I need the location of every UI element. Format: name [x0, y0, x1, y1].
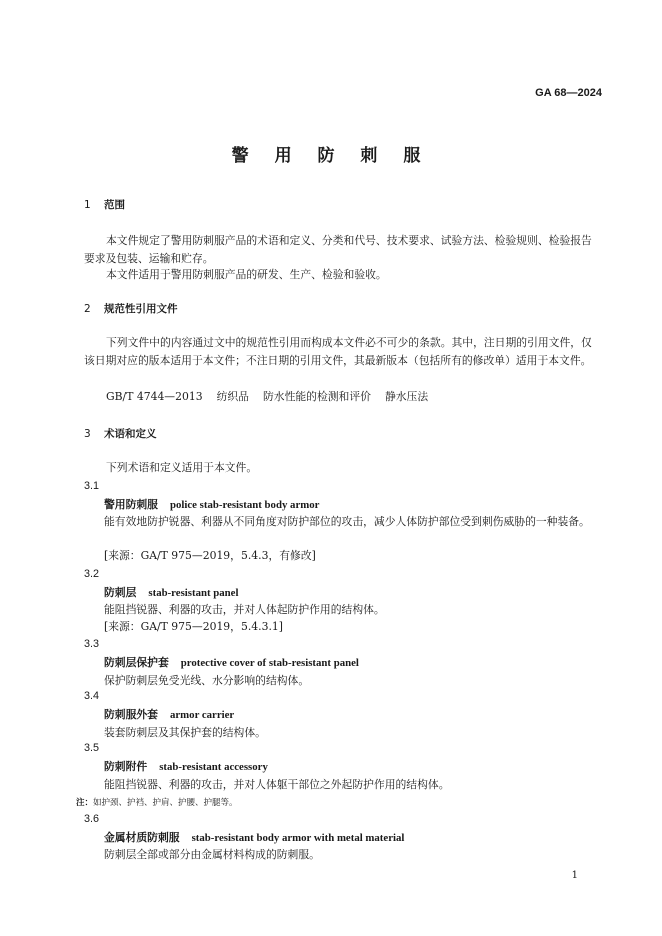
term-number: 3.6 [84, 813, 100, 825]
term-note [76, 796, 238, 808]
terms-intro: 下列术语和定义适用于本文件。 [106, 461, 258, 474]
term-source: [来源：GA/T 975—2019，5.4.3，有修改] [104, 549, 316, 562]
term-definition: 能有效地防护锐器、利器从不同角度对防护部位的攻击，减少人体防护部位受到刺伤威胁的一种装备。 [104, 515, 590, 528]
section-heading-terms [84, 426, 157, 441]
term-name-en: stab-resistant accessory [159, 761, 268, 773]
term-heading [104, 585, 238, 600]
term-heading [104, 497, 319, 512]
normative-paragraph: 下列文件中的内容通过文中的规范性引用而构成本文件必不可少的条款。其中，注日期的引用文件，仅该日期对应的版本适用于本文件；不注日期的引用文件，其最新版本（包括所有的修改单）适用于本文件。 [84, 336, 592, 367]
term-heading [104, 655, 359, 670]
section-heading-scope [84, 197, 125, 212]
term-heading [104, 830, 404, 845]
term-heading [104, 707, 234, 722]
note-label: 注： [76, 798, 94, 808]
note-text: 如护颈、护裆、护肩、护腰、护腿等。 [93, 798, 238, 808]
reference-code: GB/T 4744—2013 [106, 390, 203, 403]
reference-name-part: 防水性能的检测和评价 [262, 390, 371, 403]
section-number: 2 [84, 303, 91, 315]
document-title: 警 用 防 刺 服 [231, 146, 431, 166]
term-name-en: protective cover of stab-resistant panel [180, 657, 359, 669]
document-code: GA 68—2024 [535, 87, 602, 99]
term-name-en: stab-resistant panel [148, 587, 239, 599]
scope-paragraph-1: 本文件规定了警用防刺服产品的术语和定义、分类和代号、技术要求、试验方法、检验规则、检验报告要求及包装、运输和贮存。 [84, 234, 592, 265]
term-name-en: stab-resistant body armor with metal material [191, 832, 405, 844]
section-title: 术语和定义 [104, 428, 157, 440]
term-number: 3.1 [84, 480, 100, 492]
term-definition: 能阻挡锐器、利器的攻击，并对人体起防护作用的结构体。 [104, 603, 385, 616]
term-name-zh: 防刺层保护套 [104, 656, 169, 669]
reference-name-part: 纺织品 [216, 390, 249, 403]
section-heading-normative [84, 301, 178, 316]
section-number: 1 [84, 199, 91, 211]
normative-reference [106, 389, 442, 404]
term-definition: 能阻挡锐器、利器的攻击，并对人体躯干部位之外起防护作用的结构体。 [104, 778, 450, 791]
scope-paragraph-2: 本文件适用于警用防刺服产品的研发、生产、检验和验收。 [106, 268, 387, 281]
term-definition: 保护防刺层免受光线、水分影响的结构体。 [104, 674, 310, 687]
term-name-en: police stab-resistant body armor [169, 499, 320, 511]
term-number: 3.4 [84, 690, 100, 702]
term-definition: 防刺层全部或部分由金属材料构成的防刺服。 [104, 848, 320, 861]
term-heading [104, 759, 268, 774]
reference-name-part: 静水压法 [384, 390, 429, 403]
term-source: [来源：GA/T 975—2019，5.4.3.1] [104, 620, 283, 633]
term-name-zh: 警用防刺服 [104, 498, 158, 511]
term-number: 3.5 [84, 742, 100, 754]
term-number: 3.3 [84, 638, 100, 650]
term-name-zh: 防刺附件 [104, 760, 148, 773]
section-title: 范围 [104, 199, 125, 211]
page-number: 1 [571, 870, 578, 881]
term-name-zh: 防刺服外套 [104, 708, 158, 721]
term-number: 3.2 [84, 568, 100, 580]
section-number: 3 [84, 428, 91, 440]
section-title: 规范性引用文件 [104, 303, 178, 315]
term-definition: 装套防刺层及其保护套的结构体。 [104, 726, 266, 739]
term-name-en: armor carrier [169, 709, 235, 721]
term-name-zh: 金属材质防刺服 [104, 831, 180, 844]
term-name-zh: 防刺层 [104, 586, 137, 599]
